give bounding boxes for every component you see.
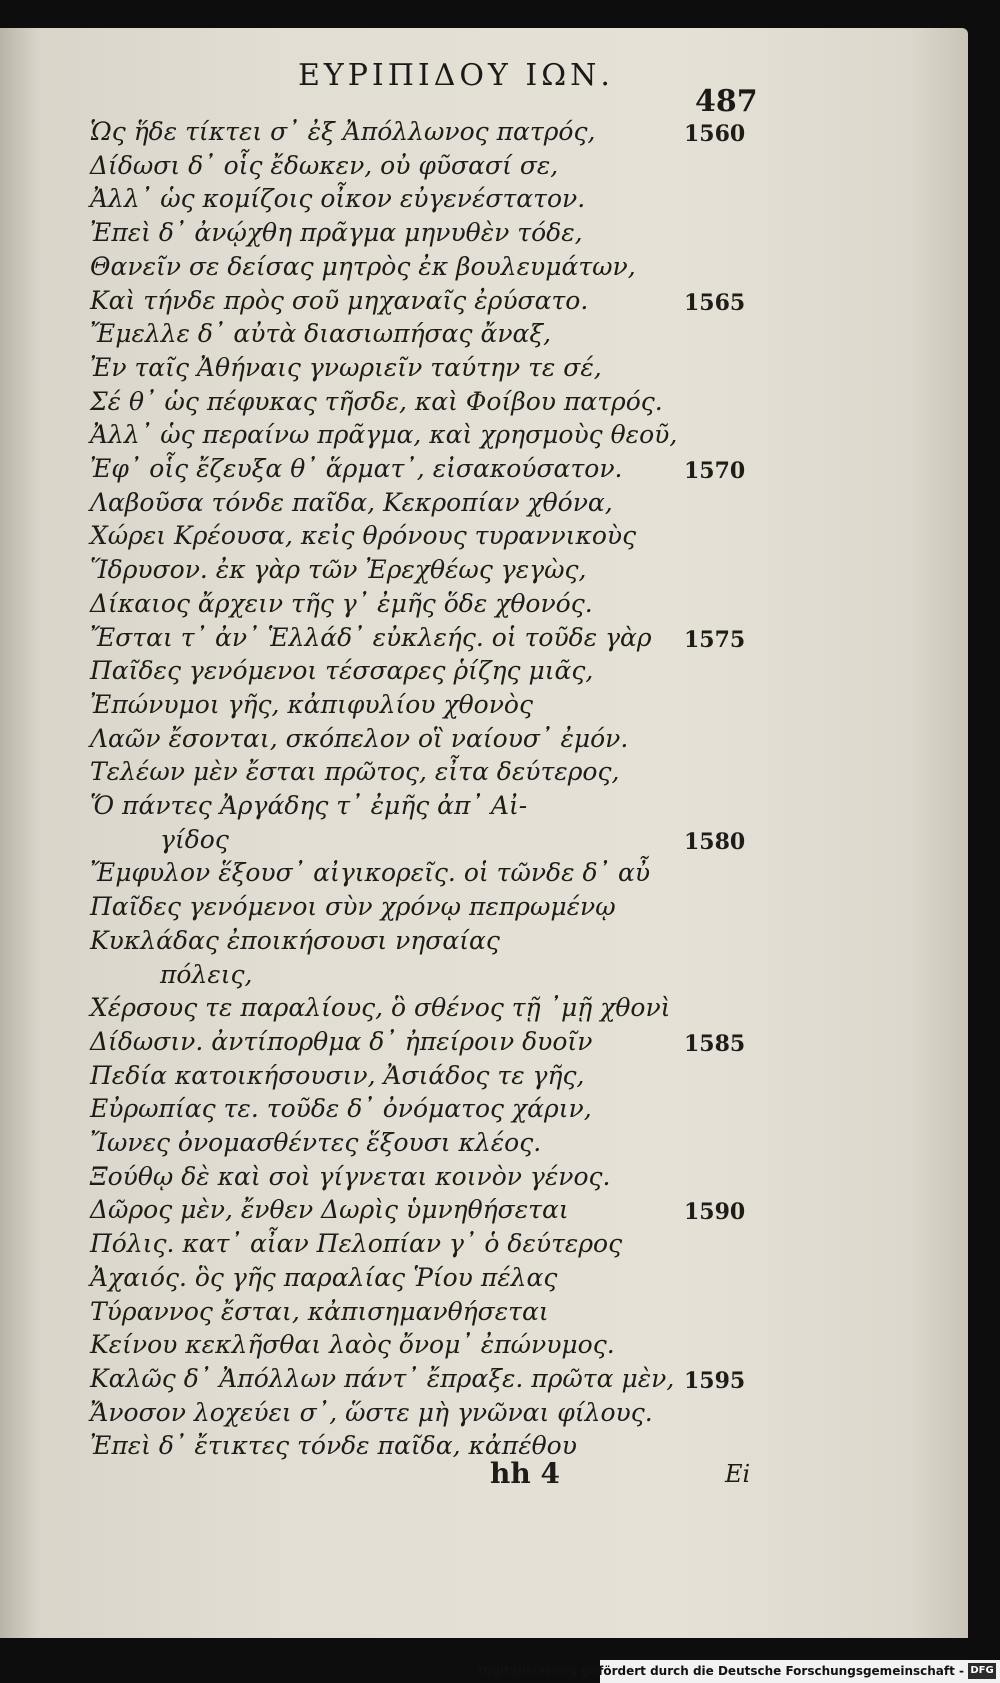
verse-line: Ἀλλ᾽ ὡς κομίζοις οἶκον εὐγενέστατον.: [90, 184, 586, 213]
verse-line: Ὅ πάντες Ἀργάδης τ᾽ ἐμῆς ἀπ᾽ Αἰ-: [90, 791, 528, 820]
verse-line: Ἀλλ᾽ ὡς περαίνω πρᾶγμα, καὶ χρησμοὺς θεοῦ,: [90, 420, 678, 449]
verse-line: Ἐν ταῖς Ἀθήναις γνωριεῖν ταύτην τε σέ,: [90, 353, 602, 382]
verse-line: Ἄνοσον λοχεύει σ᾽, ὥστε μὴ γνῶναι φίλους.: [90, 1398, 653, 1427]
verse-line: Δῶρος μὲν, ἔνθεν Δωρὶς ὑμνηθήσεται: [90, 1195, 569, 1224]
verse-line: Παῖδες γενόμενοι τέσσαρες ῥίζης μιᾶς,: [90, 656, 594, 685]
verse-line: Ἔμφυλον ἕξουσ᾽ αἰγικορεῖς. οἱ τῶνδε δ᾽ αὖ: [90, 858, 651, 887]
dfg-logo-icon: DFG: [968, 1663, 996, 1679]
line-number: 1565: [684, 290, 746, 316]
verse-line: Εὐρωπίας τε. τοῦδε δ᾽ ὀνόματος χάριν,: [90, 1094, 592, 1123]
verse-line: Θανεῖν σε δείσας μητρὸς ἐκ βουλευμάτων,: [90, 252, 636, 281]
line-number: 1585: [684, 1031, 746, 1057]
verse-line: Χώρει Κρέουσα, κεἰς θρόνους τυραννικοὺς: [90, 521, 637, 550]
verse-line: Πόλις. κατ᾽ αἶαν Πελοπίαν γ᾽ ὁ δεύτερος: [90, 1229, 623, 1258]
verse-line: Ἴωνες ὀνομασθέντες ἕξουσι κλέος.: [90, 1128, 542, 1157]
verse-line: Σέ θ᾽ ὡς πέφυκας τῆσδε, καὶ Φοίβου πατρός.: [90, 387, 663, 416]
verse-line: Δίδωσι δ᾽ οἷς ἔδωκεν, οὐ φῦσασί σε,: [90, 151, 559, 180]
verse-line: Παῖδες γενόμενοι σὺν χρόνῳ πεπρωμένῳ: [90, 892, 616, 921]
verse-line: Ἀχαιός. ὃς γῆς παραλίας Ῥίου πέλας: [90, 1263, 558, 1292]
line-number: 1575: [684, 627, 746, 653]
catchword: Ei: [725, 1460, 751, 1488]
verse-line: Ἔσται τ᾽ ἀν᾽ Ἑλλάδ᾽ εὐκλεής. οἱ τοῦδε γὰρ: [90, 623, 652, 652]
verse-line: Ἐπώνυμοι γῆς, κἀπιφυλίου χθονὸς: [90, 690, 533, 719]
verse-line: Ἐπεὶ δ᾽ ἀνῴχθη πρᾶγμα μηνυθὲν τόδε,: [90, 218, 583, 247]
line-number: 1580: [684, 829, 746, 855]
verse-line: Ἐπεὶ δ᾽ ἔτικτες τόνδε παῖδα, κἀπέθου: [90, 1431, 577, 1460]
verse-line: Πεδία κατοικήσουσιν, Ἀσιάδος τε γῆς,: [90, 1061, 585, 1090]
line-number: 1595: [684, 1368, 746, 1394]
verse-line: Τύραννος ἔσται, κἀπισημανθήσεται: [90, 1297, 549, 1326]
verse-line: γίδος: [160, 825, 229, 854]
verse-line: Τελέων μὲν ἔσται πρῶτος, εἶτα δεύτερος,: [90, 757, 620, 786]
verse-line: Κείνου κεκλῆσθαι λαὸς ὄνομ᾽ ἐπώνυμος.: [90, 1330, 615, 1359]
running-title: ΕΥΡΙΠΙΔΟΥ ΙΩΝ.: [298, 58, 614, 93]
verse-line: Δίδωσιν. ἀντίπορθμα δ᾽ ἠπείροιν δυοῖν: [90, 1027, 593, 1056]
line-number: 1560: [684, 121, 746, 147]
verse-line: Ἵδρυσον. ἐκ γὰρ τῶν Ἐρεχθέως γεγὼς,: [90, 555, 587, 584]
verse-line: πόλεις,: [160, 960, 253, 989]
verse-line: Δίκαιος ἄρχειν τῆς γ᾽ ἐμῆς ὅδε χθονός.: [90, 589, 593, 618]
verse-line: Κυκλάδας ἐποικήσουσι νησαίας: [90, 926, 500, 955]
verse-line: Λαβοῦσα τόνδε παῖδα, Κεκροπίαν χθόνα,: [90, 488, 613, 517]
verse-line: Λαῶν ἔσονται, σκόπελον οἳ ναίουσ᾽ ἐμόν.: [90, 724, 629, 753]
verse-line: Ὡς ἥδε τίκτει σ᾽ ἐξ Ἀπόλλωνος πατρός,: [90, 117, 596, 146]
verse-line: Ξούθῳ δὲ καὶ σοὶ γίγνεται κοινὸν γένος.: [90, 1162, 611, 1191]
verse-line: Χέρσους τε παραλίους, ὃ σθένος τῇ ᾽μῇ χθονὶ: [90, 993, 671, 1022]
verse-line: Ἐφ᾽ οἷς ἔζευξα θ᾽ ἅρματ᾽, εἰσακούσατον.: [90, 454, 623, 483]
verse-line: Καλῶς δ᾽ Ἀπόλλων πάντ᾽ ἔπραξε. πρῶτα μὲν,: [90, 1364, 675, 1393]
verse-line: Καὶ τήνδε πρὸς σοῦ μηχαναῖς ἐρύσατο.: [90, 286, 589, 315]
signature-mark: hh 4: [490, 1457, 560, 1490]
digitization-credit: Digitalisierung gefördert durch die Deutsche Forschungsgemeinschaft -: [477, 1664, 964, 1678]
line-number: 1590: [684, 1199, 746, 1225]
line-number: 1570: [684, 458, 746, 484]
verse-line: Ἔμελλε δ᾽ αὐτὰ διασιωπήσας ἄναξ,: [90, 319, 552, 348]
page-number: 487: [695, 84, 758, 119]
